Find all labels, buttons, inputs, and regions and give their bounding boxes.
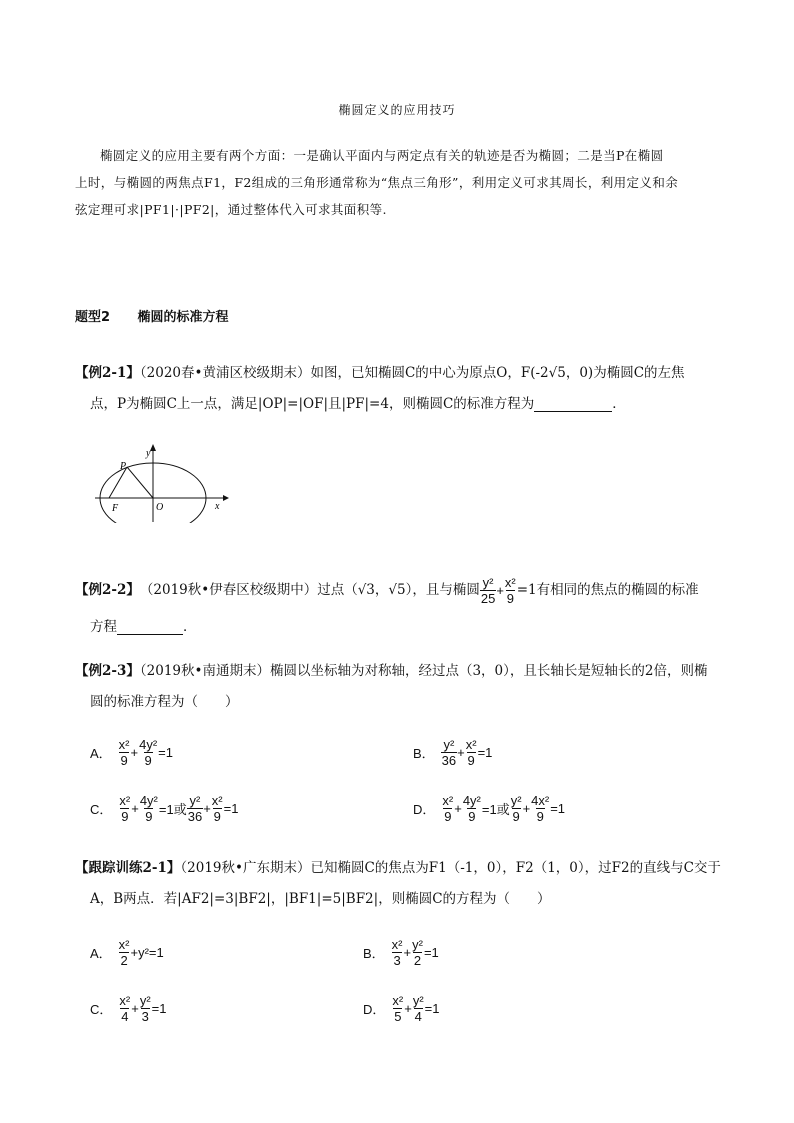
example-2-1: [75, 358, 730, 420]
p-label: P: [120, 461, 127, 472]
answer-blank[interactable]: [117, 620, 183, 635]
example-text-line-2: 方程: [90, 619, 117, 635]
example-tag: 【例2-3】: [75, 663, 140, 679]
options-row-ab: [90, 732, 730, 772]
page-title: 椭圆定义的应用技巧: [338, 103, 456, 117]
x-axis-arrow-icon: [223, 495, 229, 501]
o-label: O: [156, 502, 164, 513]
fraction: $\frac{\text{x²}}{9}$: [504, 574, 516, 606]
option-d[interactable]: D． $\frac{\text{x²}}{5}$ + $\frac{\text{y²}}{4}$ =1: [363, 992, 440, 1024]
f-label: F: [112, 503, 119, 514]
option-c[interactable]: C． $\frac{\text{x²}}{9}$ + $\frac{\text{4y²}}{9}$ =1或 $\frac{\text{y²}}{36}$ + $\frac{\text{x²}}{9}$ =1: [90, 792, 239, 824]
option-a[interactable]: A． $\frac{\text{x²}}{9}$ + $\frac{\text{4y²}}{9}$ =1: [90, 736, 173, 768]
example-text-line-2: 圆的标准方程为（ ）: [90, 694, 239, 710]
tracking-exercise-2-1: [75, 853, 730, 915]
options-row-cd-2: [90, 988, 730, 1028]
example-2-2: [75, 570, 730, 643]
intro-line-2: 上时，与椭圆的两焦点F1，F2组成的三角形通常称为“焦点三角形”，利用定义可求其周长，利用定义和余: [75, 175, 679, 190]
example-text-post: =1有相同的焦点的椭圆的标准: [516, 581, 699, 598]
example-text-line-2: 点，P为椭圆C上一点，满足|OP|=|OF|且|PF|=4，则椭圆C的标准方程为: [90, 396, 535, 412]
example-text-line-1: （2019秋•南通期末）椭圆以坐标轴为对称轴，经过点（3，0），且长轴长是短轴长的2倍，则椭: [139, 663, 708, 679]
example-text-line-1: （2019秋•广东期末）已知椭圆C的焦点为F1（-1，0），F2（1，0），过F2的直线与C交于: [180, 860, 721, 876]
example-tag: 【例2-2】: [75, 581, 140, 598]
segment-po: [127, 467, 153, 498]
ellipse-figure: [90, 443, 230, 523]
example-text-line-2: A，B两点．若|AF2|=3|BF2|，|BF1|=5|BF2|，则椭圆C的方程为（ ）: [90, 891, 551, 907]
example-text-line-1: （2020春•黄浦区校级期末）如图，已知椭圆C的中心为原点O，F(-2√5，0)为椭圆C的左焦: [139, 365, 685, 381]
option-d[interactable]: D． $\frac{\text{x²}}{9}$ + $\frac{\text{4y²}}{9}$ =1或 $\frac{\text{y²}}{9}$ + $\frac{\text{4x²}}{9}$ =1: [413, 792, 566, 824]
option-b[interactable]: B． $\frac{\text{x²}}{3}$ + $\frac{\text{y²}}{2}$ =1: [363, 936, 439, 968]
example-2-3: [75, 656, 730, 718]
section-name: 椭圆的标准方程: [137, 310, 229, 325]
example-tag: 【例2-1】: [75, 365, 140, 381]
fraction: $\frac{\text{y²}}{25}$: [480, 574, 496, 606]
intro-paragraph: [75, 142, 730, 223]
period: ．: [183, 619, 197, 635]
option-a[interactable]: A． $\frac{\text{x²}}{2}$ +y²=1: [90, 936, 164, 968]
x-label: x: [215, 501, 220, 512]
section-number: 题型2: [75, 310, 111, 325]
section-heading: [75, 306, 229, 325]
y-axis-arrow-icon: [150, 444, 156, 451]
options-row-ab-2: [90, 932, 730, 972]
example-tag: 【跟踪训练2-1】: [75, 860, 181, 876]
example-text-pre: （2019秋•伊春区校级期中）过点（√3，√5），且与椭圆: [139, 581, 480, 598]
intro-line-1: 椭圆定义的应用主要有两个方面：一是确认平面内与两定点有关的轨迹是否为椭圆；二是当P在椭圆: [100, 148, 664, 163]
option-c[interactable]: C． $\frac{\text{x²}}{4}$ + $\frac{\text{y²}}{3}$ =1: [90, 992, 167, 1024]
options-row-cd: [90, 788, 730, 828]
intro-line-3: 弦定理可求|PF1|·|PF2|，通过整体代入可求其面积等.: [75, 202, 387, 217]
y-label: y: [146, 448, 151, 459]
answer-blank[interactable]: [534, 397, 612, 412]
plus-sign: +: [496, 582, 504, 598]
option-b[interactable]: B． $\frac{\text{y²}}{36}$ + $\frac{\text{x²}}{9}$ =1: [413, 736, 493, 768]
period: ．: [612, 396, 626, 412]
